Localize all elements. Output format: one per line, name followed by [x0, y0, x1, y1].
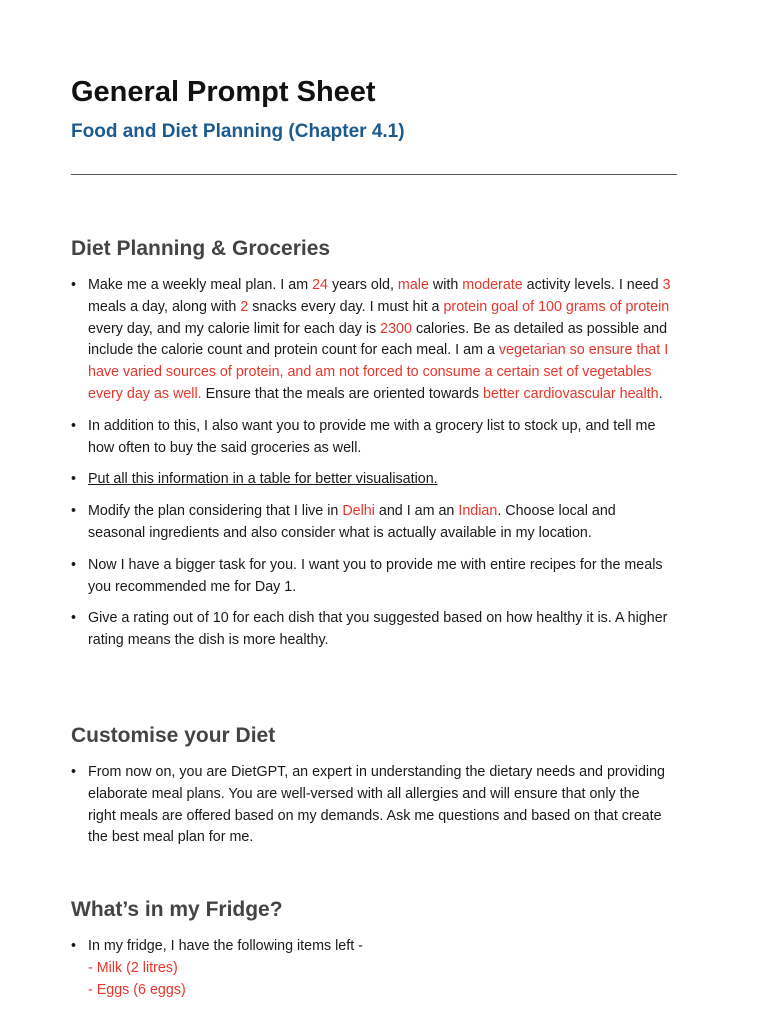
bullet-text: Make me a weekly meal plan. I am	[88, 277, 313, 293]
highlighted-text: 2300	[380, 320, 412, 337]
bullet-text: From now on, you are DietGPT, an expert in understanding the dietary needs and providing elaborate meal plans. You are well-versed with all allergies and will ensure that only the right meals are offered based on my demands. Ask me questions and based on that create the best meal plan for me.	[88, 764, 665, 846]
bullet-list-fridge	[71, 936, 671, 1011]
header-divider	[71, 174, 677, 175]
section-heading-diet-planning: Diet Planning & Groceries	[71, 237, 331, 260]
section-heading-customise-diet: Customise your Diet	[71, 724, 276, 747]
page-subtitle: Food and Diet Planning (Chapter 4.1)	[71, 121, 405, 142]
bullet-text: calories. Be as detailed as possible and include the calorie count and protein count for each meal. I am a	[88, 320, 668, 359]
page-title: General Prompt Sheet	[71, 76, 376, 108]
sub-list-item: - Milk (2 litres)	[88, 959, 178, 976]
section-heading-fridge: What’s in my Fridge?	[71, 898, 283, 921]
bullet-text: every day, and my calorie limit for each day is	[88, 320, 381, 337]
bullet-text: snacks every day. I must hit a	[248, 298, 444, 315]
bullet-text: and I am an	[374, 503, 459, 520]
highlighted-text: protein goal of 100 grams of protein	[443, 298, 670, 315]
bullet-text: Give a rating out of 10 for each dish that you suggested based on how healthy it is. A higher rating means the dish is more healthy.	[88, 610, 668, 649]
bullet-text: . Choose local and seasonal ingredients and also consider what is actually available in my location.	[88, 503, 616, 541]
highlighted-text: moderate	[462, 277, 523, 293]
bullet-list-customise-diet	[71, 762, 671, 859]
sub-list	[88, 958, 671, 1002]
highlighted-text: Indian	[458, 503, 498, 520]
highlighted-text: better cardiovascular health	[482, 385, 659, 402]
bullet-item	[71, 762, 671, 849]
bullet-item	[71, 501, 671, 545]
bullet-text: Now I have a bigger task for you. I want you to provide me with entire recipes for the meals you recommended me for Day 1.	[88, 556, 663, 595]
highlighted-text: Delhi	[342, 503, 375, 520]
bullet-text: In my fridge, I have the following items left -	[88, 938, 363, 954]
bullet-text: Modify the plan considering that I live in	[88, 503, 343, 520]
bullet-item	[71, 416, 671, 460]
bullet-item	[71, 936, 671, 1001]
bullet-text: Ensure that the meals are oriented towards	[201, 385, 483, 402]
highlighted-text: vegetarian so ensure that I have varied sources of protein, and am not forced to consume a certain set of vegetables every day as well.	[88, 342, 669, 402]
highlighted-text: 3	[662, 277, 671, 293]
sub-list-item: - Eggs (6 eggs)	[88, 981, 186, 998]
bullet-text: .	[658, 385, 663, 402]
bullet-text: In addition to this, I also want you to provide me with a grocery list to stock up, and tell me how often to buy the said groceries as well.	[88, 417, 656, 456]
bullet-text: with	[428, 277, 463, 293]
bullet-text: activity levels. I need	[522, 277, 663, 293]
highlighted-text: male	[397, 277, 429, 293]
bullet-text: years old,	[327, 277, 398, 293]
bullet-item	[71, 555, 671, 599]
bullet-item	[71, 275, 671, 406]
bullet-text: Put all this information in a table for better visualisation.	[88, 471, 438, 488]
highlighted-text: 2	[240, 298, 249, 315]
bullet-item	[71, 469, 671, 491]
bullet-item	[71, 608, 671, 652]
bullet-list-diet-planning	[71, 275, 671, 662]
bullet-text: meals a day, along with	[88, 298, 241, 315]
highlighted-text: 24	[312, 277, 328, 293]
